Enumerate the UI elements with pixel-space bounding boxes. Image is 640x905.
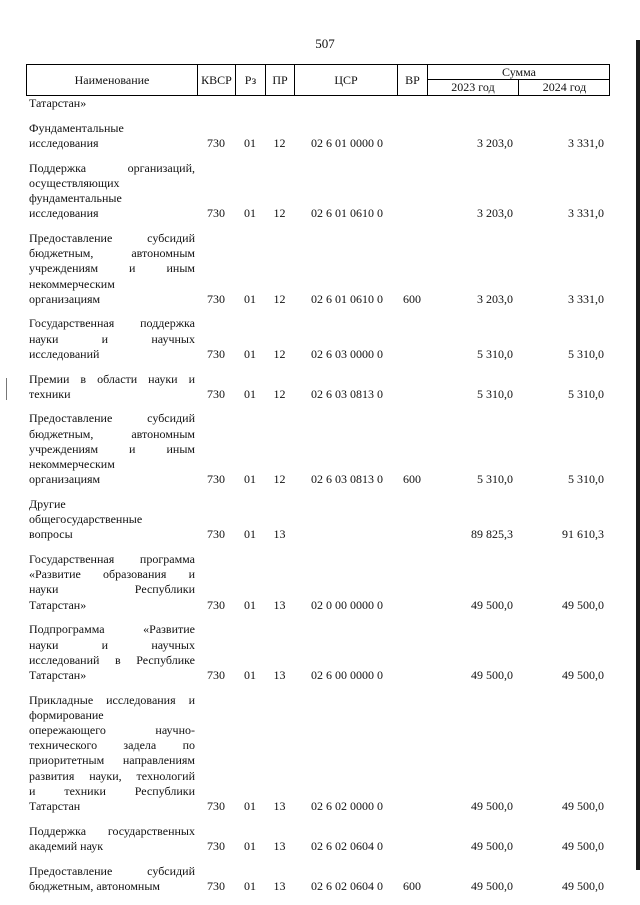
table-row xyxy=(26,411,610,487)
pr-cell: 13 xyxy=(273,799,286,814)
row-name xyxy=(29,231,195,307)
row-name-line: академий наук xyxy=(29,838,104,853)
sum-2024-cell: 5 310,0 xyxy=(568,346,604,361)
row-name-line: учреждениям и иным xyxy=(29,261,195,276)
row-name-line: бюджетным, автономным xyxy=(29,878,160,893)
kvsr-cell: 730 xyxy=(207,386,225,401)
rz-cell: 01 xyxy=(244,668,256,683)
table-row xyxy=(26,372,610,402)
pr-cell: 12 xyxy=(273,291,286,306)
rz-cell: 01 xyxy=(244,346,256,361)
row-name-line: Подпрограмма «Развитие xyxy=(29,622,195,637)
row-name-line: вопросы xyxy=(29,527,73,542)
sum-2023-cell: 49 500,0 xyxy=(471,878,513,893)
csr-cell: 02 6 03 0813 0 xyxy=(311,472,383,487)
row-name-line: «Развитие образования и xyxy=(29,567,195,582)
kvsr-cell: 730 xyxy=(207,597,225,612)
row-name xyxy=(29,316,195,362)
table-row xyxy=(26,121,610,151)
row-name-line: Поддержка государственных xyxy=(29,823,195,838)
sum-2024-cell: 91 610,3 xyxy=(562,527,604,542)
kvsr-cell: 730 xyxy=(207,878,225,893)
table-row xyxy=(26,824,610,854)
row-name-line: Государственная поддержка xyxy=(29,316,195,331)
pr-cell: 13 xyxy=(273,527,286,542)
sum-2023-cell: 49 500,0 xyxy=(471,668,513,683)
kvsr-cell: 730 xyxy=(207,346,225,361)
rz-cell: 01 xyxy=(244,597,256,612)
row-name-line: техники xyxy=(29,386,71,401)
sum-2023-cell: 49 500,0 xyxy=(471,839,513,854)
kvsr-cell: 730 xyxy=(207,527,225,542)
rz-cell: 01 xyxy=(244,386,256,401)
table-row xyxy=(26,693,610,815)
scan-mark xyxy=(6,378,7,400)
sum-2024-cell: 49 500,0 xyxy=(562,878,604,893)
table-header xyxy=(26,64,610,96)
csr-cell: 02 6 03 0000 0 xyxy=(311,346,383,361)
scan-edge-shadow xyxy=(636,40,640,870)
pr-cell: 13 xyxy=(273,878,286,893)
sum-2024-cell: 5 310,0 xyxy=(568,472,604,487)
row-name-line: исследований в Республике xyxy=(29,652,195,667)
rz-cell: 01 xyxy=(244,799,256,814)
sum-2024-cell: 49 500,0 xyxy=(562,668,604,683)
row-name xyxy=(29,96,195,111)
table-row xyxy=(26,161,610,222)
table-row xyxy=(26,497,610,543)
row-name-line: фундаментальные xyxy=(29,191,122,205)
row-name-line: общегосударственные xyxy=(29,512,143,527)
rz-cell: 01 xyxy=(244,472,256,487)
csr-cell: 02 6 00 0000 0 xyxy=(311,668,383,683)
row-name xyxy=(29,497,195,543)
row-name-line: Татарстан xyxy=(29,799,81,814)
row-name xyxy=(29,693,195,815)
row-name-line: бюджетным, автономным xyxy=(29,246,195,261)
col-2023-header: 2023 год xyxy=(428,80,519,95)
row-name-line: исследований xyxy=(29,346,100,361)
row-name-line: Татарстан» xyxy=(29,597,87,612)
row-name-line: науки Республики xyxy=(29,582,195,597)
row-name-line: технического задела по xyxy=(29,738,195,753)
row-name-line: Татарстан» xyxy=(29,96,87,110)
kvsr-cell: 730 xyxy=(207,668,225,683)
sum-2024-cell: 3 331,0 xyxy=(568,291,604,306)
pr-cell: 12 xyxy=(273,346,286,361)
row-name-line: Другие xyxy=(29,496,66,511)
row-name-line: опережающего научно- xyxy=(29,723,195,737)
kvsr-cell: 730 xyxy=(207,799,225,814)
row-name-line: организациям xyxy=(29,291,101,306)
row-name-line: организациям xyxy=(29,472,101,487)
sum-2023-cell: 49 500,0 xyxy=(471,597,513,612)
sum-2023-cell: 89 825,3 xyxy=(471,527,513,542)
sum-2023-cell: 5 310,0 xyxy=(477,472,513,487)
col-name-header: Наименование xyxy=(27,65,198,95)
row-name xyxy=(29,372,195,402)
row-name-line: Предоставление субсидий xyxy=(29,411,195,426)
col-csr-header: ЦСР xyxy=(295,65,398,95)
row-name-line: формирование xyxy=(29,707,104,722)
col-2024-header: 2024 год xyxy=(542,80,587,94)
csr-cell: 02 6 01 0610 0 xyxy=(311,291,383,306)
kvsr-cell: 730 xyxy=(207,136,225,151)
csr-cell: 02 6 02 0604 0 xyxy=(311,878,383,893)
rz-cell: 01 xyxy=(244,527,256,542)
vr-cell: 600 xyxy=(403,472,421,487)
csr-cell: 02 6 02 0604 0 xyxy=(311,839,383,854)
row-name xyxy=(29,824,195,854)
row-name-line: и техники Республики xyxy=(29,783,195,798)
pr-cell: 13 xyxy=(273,597,286,612)
pr-cell: 12 xyxy=(273,136,286,151)
sum-2023-cell: 3 203,0 xyxy=(477,206,513,221)
csr-cell: 02 6 01 0610 0 xyxy=(311,206,383,221)
rz-cell: 01 xyxy=(244,291,256,306)
col-kvsr-header: КВСР xyxy=(198,65,236,95)
table-row xyxy=(26,316,610,362)
vr-cell: 600 xyxy=(403,291,421,306)
rz-cell: 01 xyxy=(244,878,256,893)
page-number: 507 xyxy=(315,36,335,51)
sum-2024-cell: 49 500,0 xyxy=(562,597,604,612)
row-name-line: бюджетным, автономным xyxy=(29,426,195,441)
sum-2024-cell: 49 500,0 xyxy=(562,839,604,854)
row-name-line: науки и научных xyxy=(29,637,195,652)
col-pr-header: ПР xyxy=(266,65,295,95)
table-row xyxy=(26,96,610,111)
kvsr-cell: 730 xyxy=(207,206,225,221)
row-name-line: развития науки, технологий xyxy=(29,768,195,783)
kvsr-cell: 730 xyxy=(207,839,225,854)
row-name-line: Фундаментальные xyxy=(29,120,124,135)
row-name xyxy=(29,622,195,683)
row-name-line: Государственная программа xyxy=(29,552,195,566)
sum-2024-cell: 3 331,0 xyxy=(568,206,604,221)
sum-2023-cell: 3 203,0 xyxy=(477,136,513,151)
row-name-line: Предоставление субсидий xyxy=(29,230,195,245)
sum-2024-cell: 5 310,0 xyxy=(568,386,604,401)
table-row xyxy=(26,231,610,307)
table-row xyxy=(26,552,610,613)
row-name-line: учреждениям и иным xyxy=(29,441,195,456)
row-name-line: некоммерческим xyxy=(29,276,115,291)
row-name xyxy=(29,864,195,894)
table-row xyxy=(26,622,610,683)
pr-cell: 13 xyxy=(273,668,286,683)
vr-cell: 600 xyxy=(403,878,421,893)
row-name-line: Прикладные исследования и xyxy=(29,692,195,707)
row-name-line: осуществляющих xyxy=(29,175,120,190)
rz-cell: 01 xyxy=(244,136,256,151)
row-name-line: науки и научных xyxy=(29,331,195,346)
sum-2024-cell: 3 331,0 xyxy=(568,136,604,151)
sum-2023-cell: 5 310,0 xyxy=(477,386,513,401)
table-row xyxy=(26,864,610,894)
col-vr-header: ВР xyxy=(398,65,428,95)
row-name-line: исследования xyxy=(29,135,99,150)
col-sum-header: Сумма xyxy=(428,65,610,80)
row-name xyxy=(29,552,195,613)
pr-cell: 13 xyxy=(273,839,286,854)
row-name-line: Премии в области науки и xyxy=(29,371,195,386)
sum-2023-cell: 3 203,0 xyxy=(477,291,513,306)
row-name-line: приоритетным направлениям xyxy=(29,753,195,768)
row-name xyxy=(29,411,195,487)
kvsr-cell: 730 xyxy=(207,472,225,487)
csr-cell: 02 6 02 0000 0 xyxy=(311,799,383,814)
csr-cell: 02 6 01 0000 0 xyxy=(311,136,383,151)
row-name-line: исследования xyxy=(29,206,99,221)
row-name xyxy=(29,121,195,151)
row-name-line: Поддержка организаций, xyxy=(29,160,195,175)
pr-cell: 12 xyxy=(273,472,286,487)
row-name-line: Предоставление субсидий xyxy=(29,863,195,878)
sum-2024-cell: 49 500,0 xyxy=(562,799,604,814)
kvsr-cell: 730 xyxy=(207,291,225,306)
row-name xyxy=(29,161,195,222)
rz-cell: 01 xyxy=(244,839,256,854)
sum-2023-cell: 49 500,0 xyxy=(471,799,513,814)
pr-cell: 12 xyxy=(273,386,286,401)
rz-cell: 01 xyxy=(244,206,256,221)
row-name-line: некоммерческим xyxy=(29,457,115,471)
csr-cell: 02 0 00 0000 0 xyxy=(311,597,383,612)
col-rz-header: Рз xyxy=(236,65,266,95)
pr-cell: 12 xyxy=(273,206,286,221)
row-name-line: Татарстан» xyxy=(29,667,87,682)
sum-2023-cell: 5 310,0 xyxy=(477,346,513,361)
csr-cell: 02 6 03 0813 0 xyxy=(311,386,383,401)
